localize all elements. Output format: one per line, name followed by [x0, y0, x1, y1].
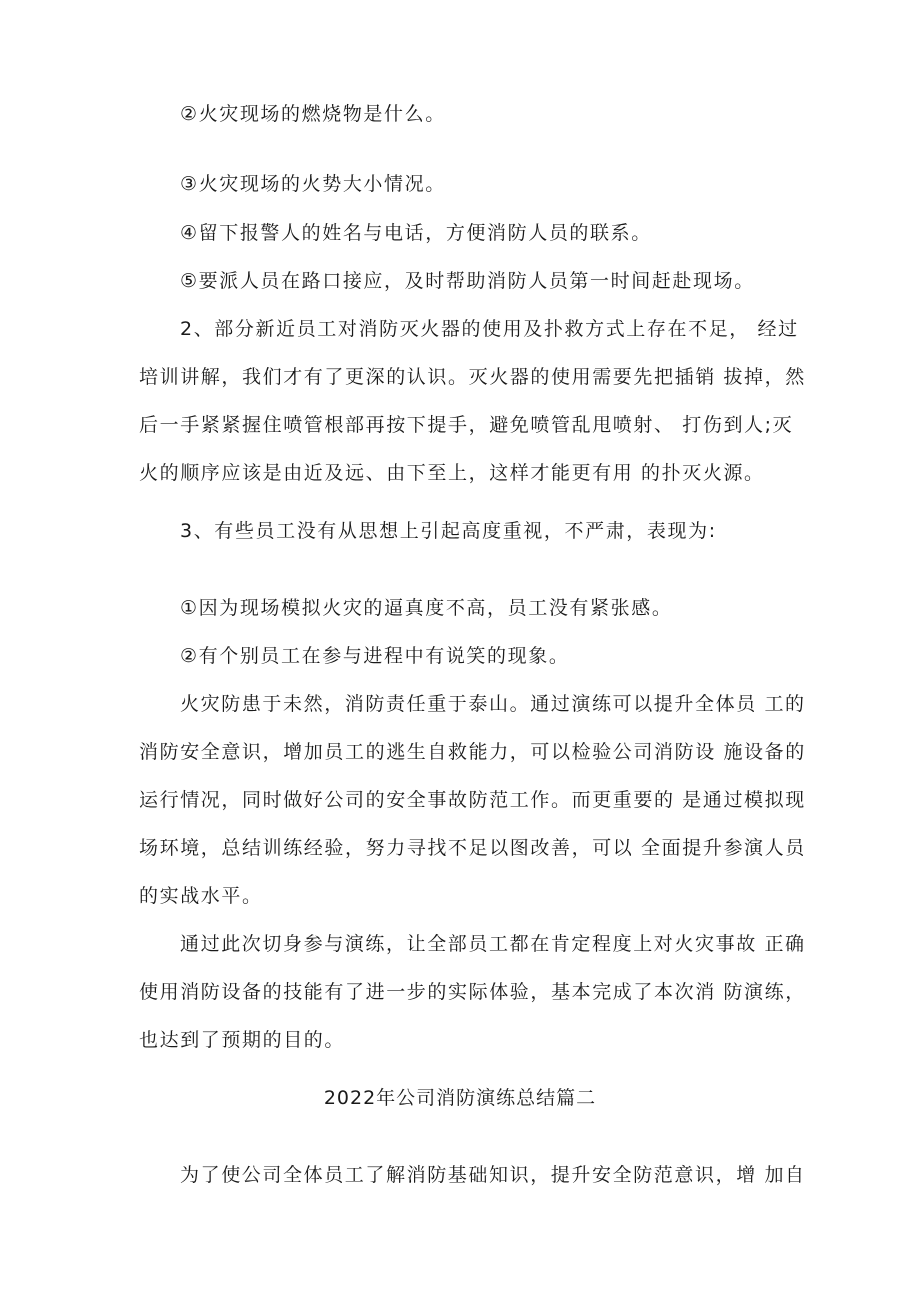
section-title: 2022年公司消防演练总结篇二 [323, 1087, 597, 1109]
list-item-2: ②火灾现场的燃烧物是什么。 [180, 103, 446, 125]
paragraph-4-line-5: 的实战水平。 [139, 885, 263, 907]
paragraph-2-line-3: 后一手紧紧握住喷管根部再按下提手，避免喷管乱甩喷射、 打伤到人;灭 [139, 414, 794, 436]
paragraph-5-line-1: 通过此次切身参与演练，让全部员工都在肯定程度上对火灾事故 正确 [180, 933, 806, 955]
paragraph-4-line-2: 消防安全意识，增加员工的逃生自救能力，可以检验公司消防设 施设备的 [139, 741, 806, 763]
paragraph-6-line-1: 为了使公司全体员工了解消防基础知识，提升安全防范意识，增 加自 [180, 1164, 806, 1186]
list-item-5: ⑤要派人员在路口接应，及时帮助消防人员第一时间赶赴现场。 [180, 270, 755, 292]
list-item-2b: ②有个别员工在参与进程中有说笑的现象。 [180, 645, 570, 667]
list-item-4: ④留下报警人的姓名与电话，方便消防人员的联系。 [180, 222, 652, 244]
list-item-1b: ①因为现场模拟火灾的逼真度不高，员工没有紧张感。 [180, 597, 673, 619]
paragraph-4-line-1: 火灾防患于未然，消防责任重于泰山。通过演练可以提升全体员 工的 [180, 693, 806, 715]
paragraph-4-line-3: 运行情况，同时做好公司的安全事故防范工作。而更重要的 是通过模拟现 [139, 789, 806, 811]
paragraph-3: 3、有些员工没有从思想上引起高度重视，不严肃，表现为: [180, 520, 717, 542]
paragraph-4-line-4: 场环境，总结训练经验，努力寻找不足以图改善，可以 全面提升参演人员 [139, 837, 806, 859]
list-item-3: ③火灾现场的火势大小情况。 [180, 173, 446, 195]
paragraph-2-line-1: 2、部分新近员工对消防灭火器的使用及扑救方式上存在不足， 经过 [180, 318, 799, 340]
paragraph-5-line-2: 使用消防设备的技能有了进一步的实际体验，基本完成了本次消 防演练， [139, 981, 806, 1003]
paragraph-2-line-4: 火的顺序应该是由近及远、由下至上，这样才能更有用 的扑灭火源。 [139, 462, 765, 484]
paragraph-2-line-2: 培训讲解，我们才有了更深的认识。灭火器的使用需要先把插销 拔掉，然 [139, 366, 806, 388]
paragraph-5-line-3: 也达到了预期的目的。 [139, 1029, 346, 1051]
